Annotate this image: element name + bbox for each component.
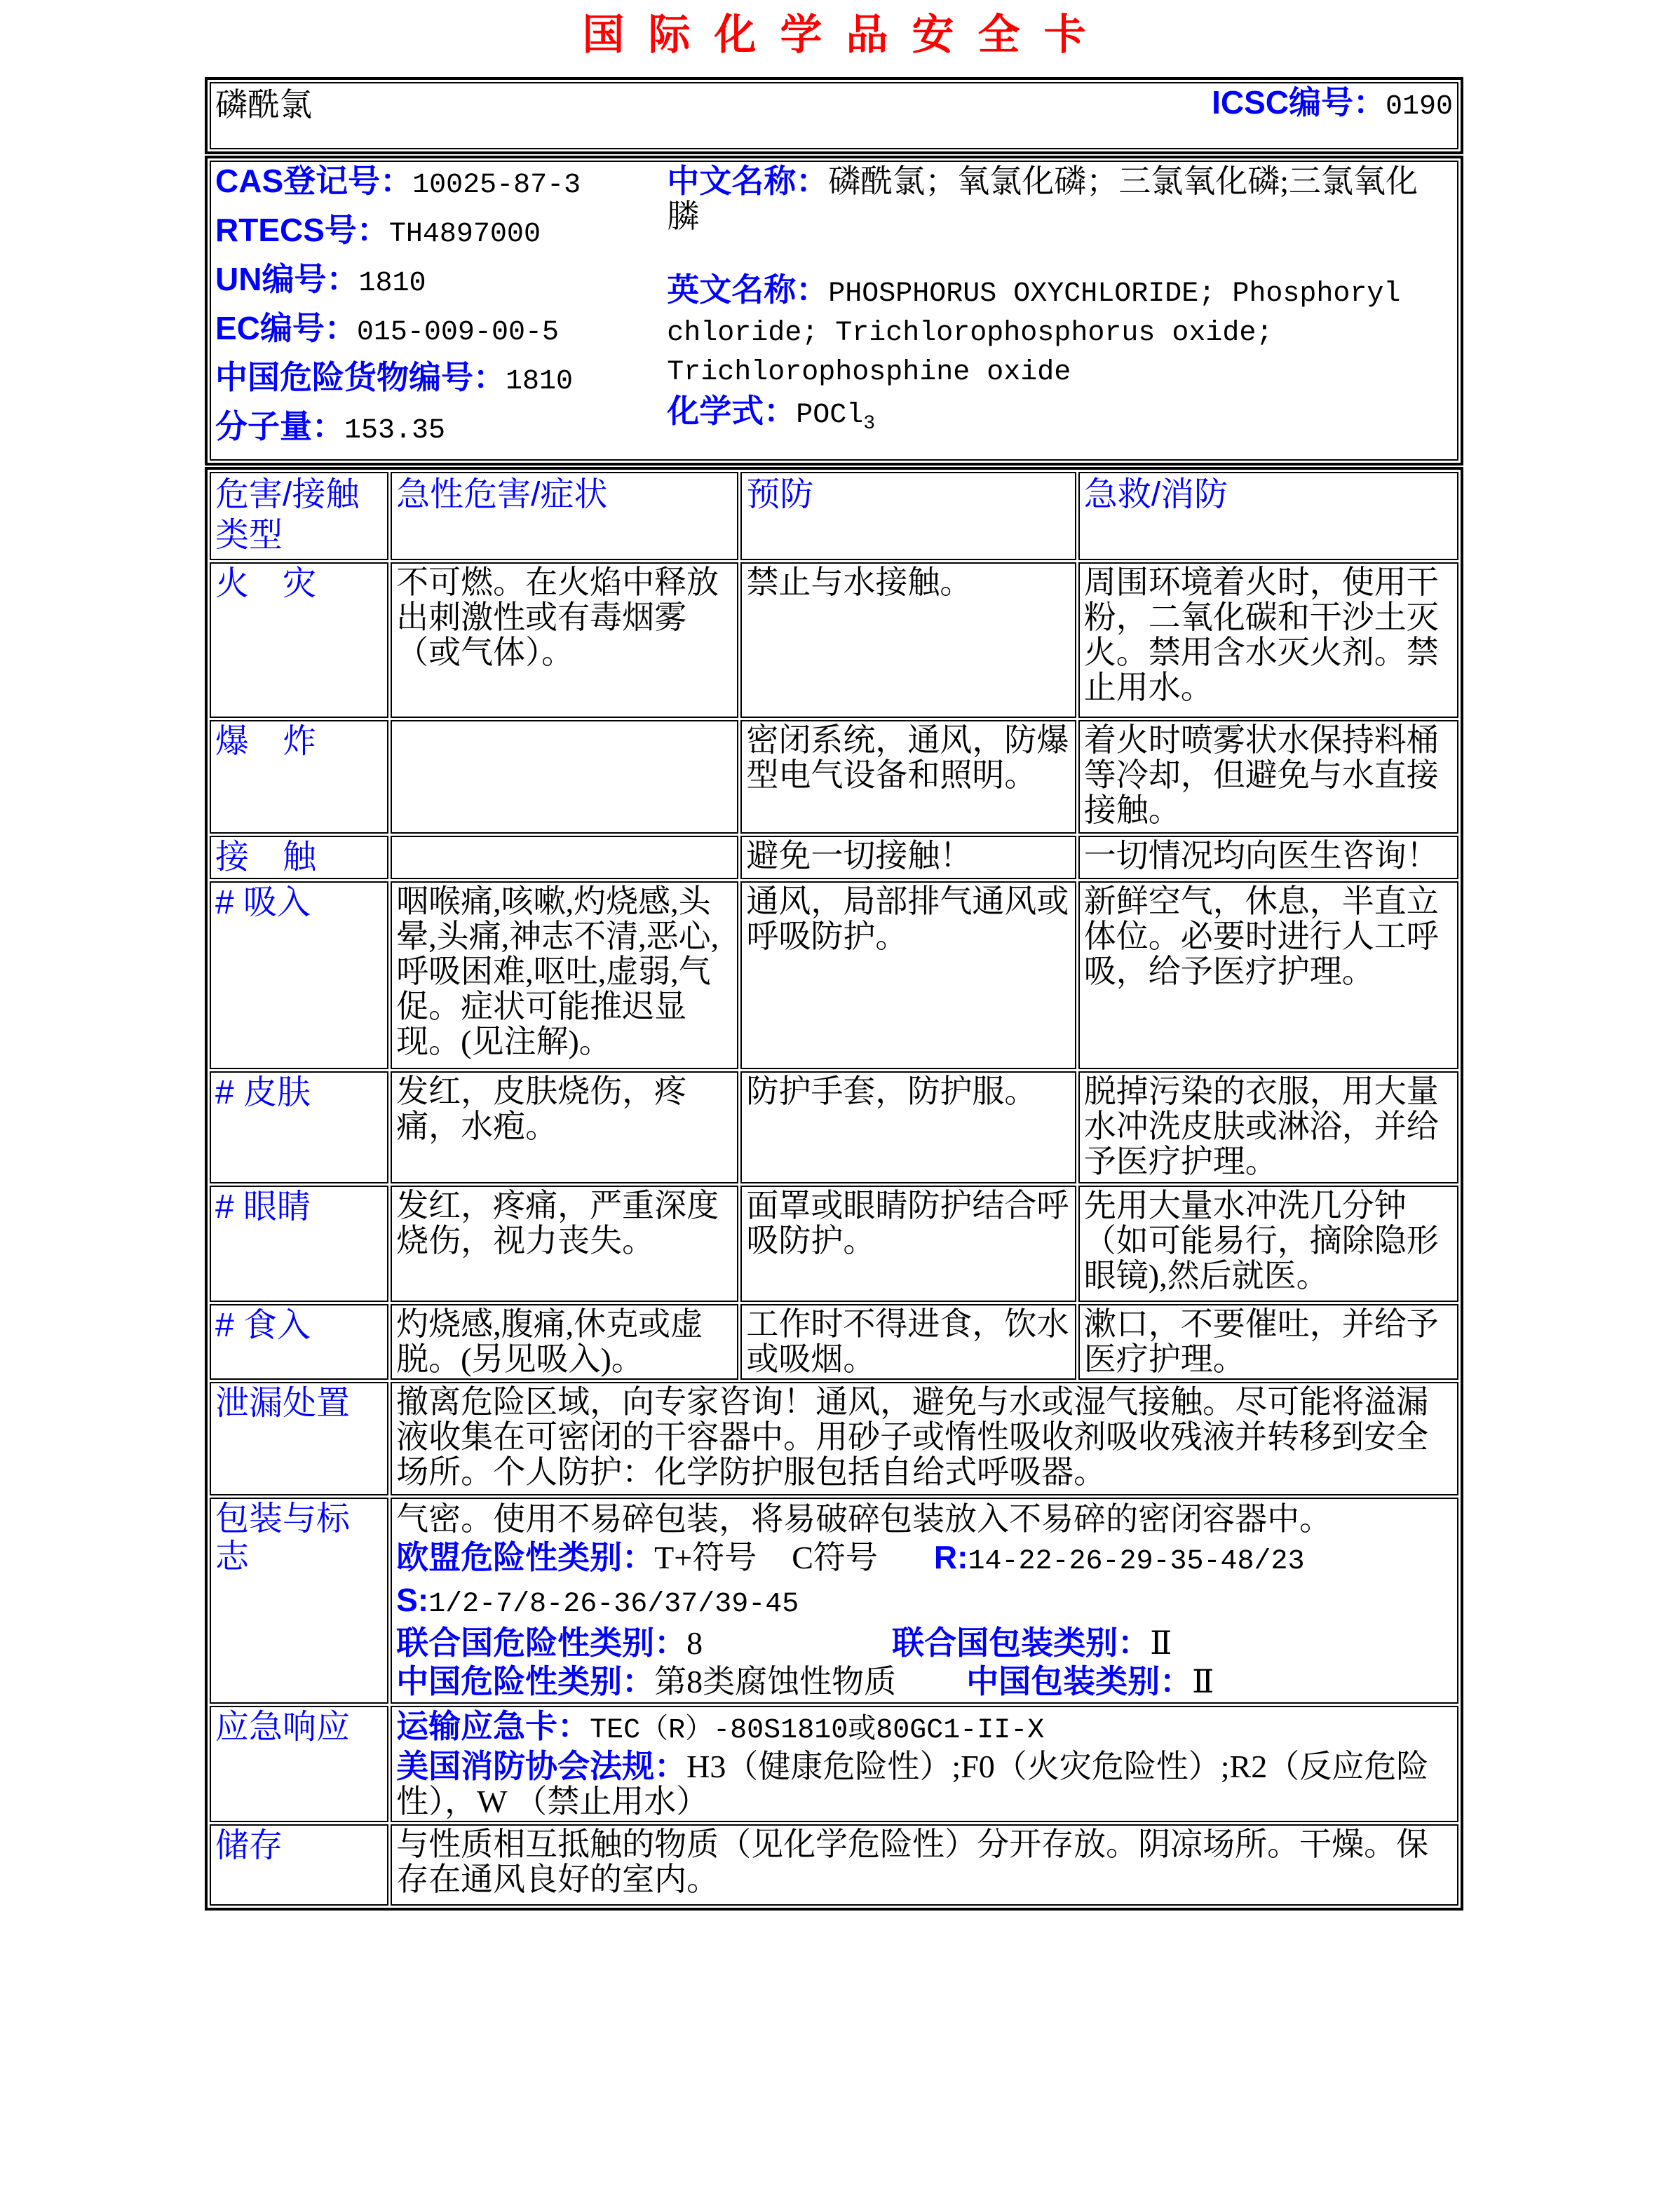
firstaid-cell: 着火时喷雾状水保持料桶等冷却，但避免与水直接接触。 — [1078, 720, 1458, 834]
symptoms-cell: 发红，疼痛，严重深度烧伤，视力丧失。 — [391, 1186, 738, 1302]
registry-item-cas — [215, 163, 667, 203]
prevention-cell: 工作时不得进食，饮水或吸烟。 — [740, 1304, 1076, 1380]
formula-row — [667, 393, 1446, 442]
storage-row — [210, 1824, 1458, 1906]
registry-value: 10025-87-3 — [412, 170, 581, 201]
identification-row — [210, 161, 1458, 461]
hazard-type-cell: # 吸入 — [210, 881, 388, 1069]
hazard-type-cell: # 眼睛 — [210, 1186, 388, 1302]
cn-pack-value: Ⅱ — [1192, 1664, 1214, 1699]
formula-subscript: 3 — [863, 413, 876, 435]
registry-label: 分子量： — [215, 408, 344, 445]
hazard-type-cell: # 皮肤 — [210, 1071, 388, 1183]
col-header-prevention: 预防 — [740, 472, 1076, 560]
registry-item-rtecs — [215, 212, 667, 252]
hazard-type-cell: # 食入 — [210, 1304, 388, 1380]
hazard-row-explosion — [210, 720, 1458, 834]
registry-value: TH4897000 — [388, 219, 541, 250]
storage-text-cell: 与性质相互抵触的物质（见化学危险性）分开存放。阴凉场所。干燥。保存在通风良好的室内。 — [391, 1824, 1458, 1906]
hazard-row-inhalation — [210, 881, 1458, 1069]
hazard-row-skin — [210, 1071, 1458, 1183]
registry-label: RTECS号： — [215, 212, 389, 248]
eu-c-symbol: C符号 — [792, 1540, 878, 1575]
registry-item-un — [215, 262, 667, 301]
cn-pack-label: 中国包装类别： — [966, 1663, 1193, 1699]
hazard-row-fire — [210, 562, 1458, 718]
emergency-label-cell: 应急响应 — [210, 1706, 388, 1822]
card-header-table — [205, 77, 1463, 154]
packaging-label-cell: 包装与标志 — [210, 1498, 388, 1704]
firstaid-cell: 漱口，不要催吐，并给予医疗护理。 — [1078, 1304, 1458, 1380]
s-codes-value: 1/2-7/8-26-36/37/39-45 — [428, 1589, 799, 1620]
firstaid-cell: 先用大量水冲洗几分钟（如可能易行，摘除隐形眼镜),然后就医。 — [1078, 1186, 1458, 1302]
col-header-type: 危害/接触类型 — [210, 472, 388, 560]
prevention-cell: 防护手套，防护服。 — [740, 1071, 1076, 1183]
tec-label: 运输应急卡： — [396, 1708, 590, 1744]
registry-value: 1810 — [506, 366, 574, 398]
hazard-type-cell: 爆 炸 — [210, 720, 388, 834]
emergency-text-cell — [391, 1706, 1458, 1822]
tec-value: TEC（R）-80S1810或80GC1-II-X — [590, 1715, 1045, 1746]
registry-list — [215, 163, 667, 458]
registry-label: UN编号： — [215, 261, 359, 297]
safety-card-page — [205, 11, 1463, 1911]
un-class-line — [396, 1624, 1453, 1662]
registry-label: 中国危险货物编号： — [215, 359, 506, 395]
cn-class-line — [396, 1662, 1453, 1701]
names-panel — [667, 163, 1453, 458]
un-hazard-label: 联合国危险性类别： — [396, 1624, 687, 1661]
registry-item-ec — [215, 311, 667, 351]
cn-hazard-value: 第8类腐蚀性物质 — [654, 1664, 897, 1699]
symptoms-cell: 灼烧感,腹痛,休克或虚脱。(另见吸入)。 — [391, 1304, 738, 1380]
prevention-cell: 面罩或眼睛防护结合呼吸防护。 — [740, 1186, 1076, 1302]
hazard-type-cell: 接 触 — [210, 836, 388, 879]
prevention-cell: 避免一切接触！ — [740, 836, 1076, 879]
spill-row — [210, 1382, 1458, 1495]
english-name-value: PHOSPHORUS OXYCHLORIDE; Phosphoryl chloride; Trichlorophosphorus oxide; Trichlorophosphine oxide — [667, 278, 1401, 388]
page-title: 国际化学品安全卡 — [582, 12, 1110, 58]
card-header-cell — [210, 82, 1458, 149]
spill-text-cell: 撤离危险区域，向专家咨询！通风，避免与水或湿气接触。尽可能将溢漏液收集在可密闭的干容器中。用砂子或惰性吸收剂吸收残液并转移到安全场所。个人防护：化学防护服包括自给式呼吸器。 — [391, 1382, 1458, 1495]
hazard-row-contact — [210, 836, 1458, 879]
r-codes-value: 14-22-26-29-35-48/23 — [968, 1546, 1305, 1577]
registry-value: 015-009-00-5 — [356, 317, 559, 348]
eu-t-symbol: T+符号 — [654, 1540, 757, 1575]
card-header-row — [210, 82, 1458, 149]
registry-item-molweight — [215, 409, 667, 449]
packaging-text-cell — [391, 1498, 1458, 1704]
registry-label: CAS登记号： — [215, 163, 413, 199]
col-header-symptoms: 急性危害/症状 — [391, 472, 738, 560]
identification-cell — [210, 161, 1458, 461]
spill-label-cell: 泄漏处置 — [210, 1382, 388, 1495]
hazard-header-row — [210, 472, 1458, 560]
english-name-row — [667, 272, 1446, 391]
packaging-general: 气密。使用不易碎包装，将易破碎包装放入不易碎的密闭容器中。 — [396, 1501, 1332, 1537]
nfpa-label: 美国消防协会法规： — [396, 1748, 687, 1784]
registry-value: 153.35 — [344, 415, 446, 447]
identification-table — [205, 156, 1463, 466]
r-codes-label: R: — [933, 1539, 968, 1575]
un-pack-value: Ⅱ — [1150, 1625, 1172, 1661]
chinese-name-value: 磷酰氯；氧氯化磷；三氯氧化磷;三氯氧化膦 — [667, 163, 1418, 234]
s-codes-line — [396, 1581, 1453, 1624]
firstaid-cell: 周围环境着火时，使用干粉，二氧化碳和干沙土灭火。禁用含水灭火剂。禁止用水。 — [1078, 562, 1458, 718]
emergency-row — [210, 1706, 1458, 1822]
col-header-firstaid: 急救/消防 — [1078, 472, 1458, 560]
packaging-row — [210, 1498, 1458, 1704]
icsc-badge — [1212, 85, 1453, 125]
formula-label: 化学式： — [667, 393, 797, 429]
symptoms-cell — [391, 720, 738, 834]
firstaid-cell: 脱掉污染的衣服，用大量水冲洗皮肤或淋浴，并给予医疗护理。 — [1078, 1071, 1458, 1183]
chemical-formula — [796, 400, 876, 435]
registry-value: 1810 — [358, 268, 426, 299]
eu-class-label: 欧盟危险性类别： — [396, 1539, 655, 1575]
chinese-name-label: 中文名称： — [667, 163, 829, 199]
prevention-cell: 通风，局部排气通风或呼吸防护。 — [740, 881, 1076, 1069]
formula-base: POCl — [796, 400, 864, 431]
un-pack-label: 联合国包装类别： — [892, 1624, 1151, 1661]
hazard-row-eyes — [210, 1186, 1458, 1302]
eu-class-line — [396, 1538, 1453, 1581]
symptoms-cell: 发红，皮肤烧伤，疼痛，水疱。 — [391, 1071, 738, 1183]
s-codes-label: S: — [396, 1582, 429, 1618]
symptoms-cell — [391, 836, 738, 879]
english-name-label: 英文名称： — [667, 271, 829, 308]
un-hazard-value: 8 — [686, 1625, 703, 1661]
chinese-name-row — [667, 163, 1446, 234]
icsc-label: ICSC编号： — [1212, 84, 1386, 121]
cn-hazard-label: 中国危险性类别： — [396, 1663, 655, 1699]
substance-name: 磷酰氯 — [215, 86, 312, 123]
hazard-table — [205, 467, 1463, 1911]
hazard-type-cell: 火 灾 — [210, 562, 388, 718]
nfpa-line — [396, 1749, 1453, 1819]
firstaid-cell: 一切情况均向医生咨询！ — [1078, 836, 1458, 879]
registry-item-china-dg — [215, 360, 667, 400]
hazard-row-ingestion — [210, 1304, 1458, 1380]
tec-line — [396, 1709, 1453, 1749]
nfpa-value: H3（健康危险性）;F0（火灾危险性）;R2（反应危险性），W （禁止用水） — [396, 1749, 1429, 1819]
firstaid-cell: 新鲜空气，休息，半直立体位。必要时进行人工呼吸，给予医疗护理。 — [1078, 881, 1458, 1069]
storage-label-cell: 储存 — [210, 1824, 388, 1906]
symptoms-cell: 不可燃。在火焰中释放出刺激性或有毒烟雾（或气体）。 — [391, 562, 738, 718]
prevention-cell: 密闭系统，通风，防爆型电气设备和照明。 — [740, 720, 1076, 834]
symptoms-cell: 咽喉痛,咳嗽,灼烧感,头晕,头痛,神志不清,恶心,呼吸困难,呕吐,虚弱,气促。症状可能推迟显现。(见注解)。 — [391, 881, 738, 1069]
registry-label: EC编号： — [215, 310, 357, 346]
icsc-number: 0190 — [1385, 91, 1453, 123]
prevention-cell: 禁止与水接触。 — [740, 562, 1076, 718]
